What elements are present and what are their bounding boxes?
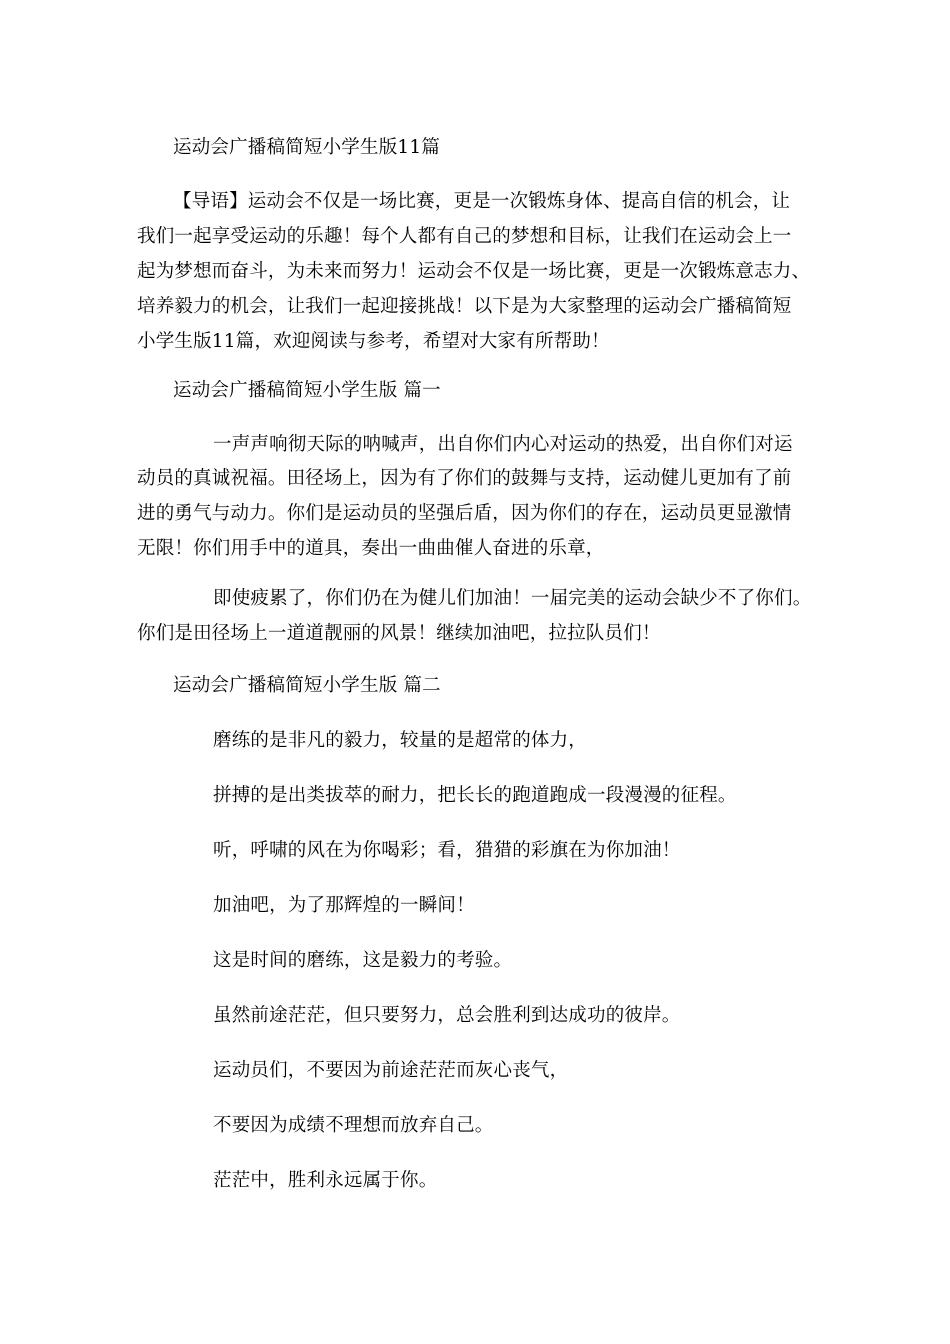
verse-line: 磨练的是非凡的毅力，较量的是超常的体力， bbox=[213, 730, 588, 751]
paragraph-line: 一声声响彻天际的呐喊声，出自你们内心对运动的热爱，出自你们对运 bbox=[213, 434, 793, 455]
verse-line: 加油吧，为了那辉煌的一瞬间！ bbox=[213, 895, 475, 916]
paragraph-line: 即使疲累了，你们仍在为健儿们加油！一届完美的运动会缺少不了你们。 bbox=[213, 588, 812, 609]
verse-line: 运动员们，不要因为前途茫茫而灰心丧气， bbox=[213, 1060, 569, 1081]
intro-line: 小学生版11篇，欢迎阅读与参考，希望对大家有所帮助！ bbox=[137, 331, 610, 352]
section-heading-2: 运动会广播稿简短小学生版 篇二 bbox=[173, 675, 441, 696]
verse-line: 茫茫中，胜利永远属于你。 bbox=[213, 1170, 438, 1191]
document-title: 运动会广播稿简短小学生版11篇 bbox=[173, 137, 441, 158]
intro-line: 【导语】运动会不仅是一场比赛，更是一次锻炼身体、提高自信的机会，让 bbox=[173, 191, 791, 212]
verse-line: 虽然前途茫茫，但只要努力，总会胜利到达成功的彼岸。 bbox=[213, 1005, 681, 1026]
verse-line: 听，呼啸的风在为你喝彩；看，猎猎的彩旗在为你加油！ bbox=[213, 840, 681, 861]
paragraph-line: 动员的真诚祝福。田径场上，因为有了你们的鼓舞与支持，运动健儿更加有了前 bbox=[137, 468, 792, 489]
intro-line: 我们一起享受运动的乐趣！每个人都有自己的梦想和目标，让我们在运动会上一 bbox=[137, 226, 792, 247]
paragraph-line: 进的勇气与动力。你们是运动员的坚强后盾，因为你们的存在，运动员更显激情 bbox=[137, 503, 792, 524]
intro-line: 培养毅力的机会，让我们一起迎接挑战！以下是为大家整理的运动会广播稿简短 bbox=[137, 296, 792, 317]
section-heading-1: 运动会广播稿简短小学生版 篇一 bbox=[173, 380, 441, 401]
paragraph-line: 你们是田径场上一道道靓丽的风景！继续加油吧，拉拉队员们！ bbox=[137, 623, 661, 644]
paragraph-line: 无限！你们用手中的道具，奏出一曲曲催人奋进的乐章， bbox=[137, 538, 605, 559]
verse-line: 拼搏的是出类拔萃的耐力，把长长的跑道跑成一段漫漫的征程。 bbox=[213, 785, 737, 806]
verse-line: 不要因为成绩不理想而放弃自己。 bbox=[213, 1115, 494, 1136]
verse-line: 这是时间的磨练，这是毅力的考验。 bbox=[213, 950, 513, 971]
intro-line: 起为梦想而奋斗，为未来而努力！运动会不仅是一场比赛，更是一次锻炼意志力、 bbox=[137, 261, 811, 282]
